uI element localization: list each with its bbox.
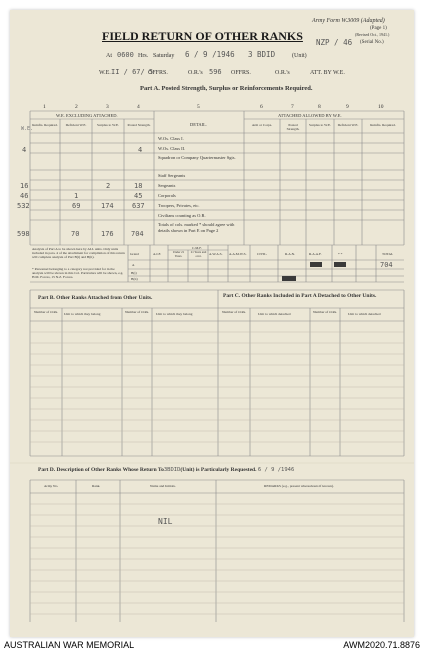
redaction-mark <box>334 262 346 267</box>
analysis-header: A.A.M.W.S. <box>229 252 247 256</box>
redaction-mark <box>310 262 322 267</box>
row-value: 532 <box>17 202 30 210</box>
row-value: 18 <box>134 182 143 190</box>
hrs-label: Hrs. <box>138 53 149 59</box>
footer-left: AUSTRALIAN WAR MEMORIAL <box>4 640 135 650</box>
page-number: (Page 1) <box>370 26 387 31</box>
part-d-title: Part D. Description of Other Ranks Whose Return To3BDID(Unit) is Particularly Requested. 6 / 9 /1946 <box>38 467 295 473</box>
part-b-title: Part B. Other Ranks Attached from Other Units. <box>38 295 153 301</box>
part-a-title: Part A. Posted Strength, Surplus or Reinforcements Required. <box>140 85 313 92</box>
right-header: ATTACHED ALLOWED BY W.E. <box>278 113 342 118</box>
we-label: W.E. <box>99 70 111 76</box>
detail-label: Sergeants <box>158 183 176 188</box>
col-number: 6 <box>260 104 263 110</box>
part-c-header: Number of O.Rs. <box>312 310 338 314</box>
ors2-label: O.R.'s <box>275 70 290 76</box>
row-value: 16 <box>20 182 29 190</box>
subheader: Deficient W.E. <box>337 123 359 127</box>
part-b-header: Number of O.Rs. <box>124 310 150 314</box>
total-value: 704 <box>380 261 393 269</box>
side-we-mark: W.E. <box>21 126 34 132</box>
detail-label: Civilians counting as O.R. <box>158 213 206 218</box>
col-number: 1 <box>43 104 46 110</box>
detail-header: DETAIL. <box>190 122 208 127</box>
serial-value: NZP / 46 <box>316 38 353 47</box>
form-ruling <box>10 10 414 637</box>
redaction-mark <box>282 276 296 281</box>
row-value: 174 <box>101 202 114 210</box>
col-number: 10 <box>378 104 384 110</box>
subheader: Deficient W.E. <box>65 123 87 127</box>
part-b-header: Unit to which they belong <box>64 312 101 316</box>
col-number: 2 <box>75 104 78 110</box>
unit-label: (Unit) <box>292 53 307 59</box>
row-value: 637 <box>132 202 145 210</box>
cmf-label: C.M.F. <box>192 246 202 250</box>
form-id: Army Form W.3009 (Adapted) <box>312 18 385 24</box>
part-d-entry: NIL <box>158 517 173 526</box>
row-value: 70 <box>71 230 80 238</box>
row-value: 69 <box>72 202 81 210</box>
col-number: 5 <box>197 104 200 110</box>
analysis-note: Analysis of Part A to be shown here by ALL units. Only units included in para. 4 of the attachment for compilation of this return will complete analysis of Part B(i) and B(ii). <box>32 247 125 260</box>
row-label: B(i) <box>131 271 137 275</box>
analysis-header: Grand <box>130 252 139 256</box>
archive-footer <box>0 639 424 653</box>
row-label: B(ii) <box>131 277 138 281</box>
subheader: Reinfts. Required. <box>32 123 58 127</box>
part-c-header: Number of O.Rs. <box>221 310 247 314</box>
att-label: ATT. BY W.E. <box>310 70 345 76</box>
time-value: 0600 <box>117 51 134 59</box>
col-number: 7 <box>291 104 294 110</box>
subheader: Reinfts. Required. <box>370 123 396 127</box>
ors-label: O.R.'s <box>188 70 203 76</box>
subheader: Posted Strength. <box>286 123 300 131</box>
part-c-header: Unit to which detached <box>258 312 291 316</box>
part-d-header: REMARKS (e.g., present whereabouts if known). <box>264 484 334 488</box>
row-value: 176 <box>101 230 114 238</box>
col-number: 4 <box>137 104 140 110</box>
row-value: 704 <box>131 230 144 238</box>
analysis-header: A.W.A.S. <box>209 252 223 256</box>
date-value: 6 / 9 /1946 <box>185 50 235 59</box>
day-value: Saturday <box>153 53 175 59</box>
row-value: 4 <box>138 146 143 154</box>
row-value: 45 <box>134 192 143 200</box>
we-value: II / 67/ 5 <box>111 68 154 76</box>
form-paper <box>10 10 414 637</box>
detail-label: W.Os. Class II. <box>158 146 186 151</box>
detail-label: Troopers, Privates, etc. <box>158 203 200 208</box>
part-d-header: Rank. <box>92 484 101 488</box>
detail-label: W.Os. Class I. <box>158 136 184 141</box>
detail-label: Staff Sergeants <box>158 173 186 178</box>
form-title: FIELD RETURN OF OTHER RANKS <box>102 29 303 43</box>
col-number: 3 <box>106 104 109 110</box>
at-label: At <box>106 53 112 59</box>
part-d-header: Name and Initials. <box>150 484 176 488</box>
row-value: 598 <box>17 230 30 238</box>
revised-date: (Revised Oct., 1941.) <box>355 32 390 37</box>
row-label: A <box>132 263 135 267</box>
col-number: 8 <box>318 104 321 110</box>
part-b-header: Unit to which they belong <box>156 312 193 316</box>
subheader: Surplus to W.E. <box>309 123 331 127</box>
detail-label: Totals of cols. marked * should agree with details shown in Part E on Page 2 <box>158 222 235 233</box>
subheader: Arm or Corps. <box>251 123 273 127</box>
offrs2-label: OFFRS. <box>231 70 251 76</box>
analysis-header: * * <box>338 252 343 256</box>
part-b-header: Number of O.Rs. <box>33 310 59 314</box>
col-number: 9 <box>346 104 349 110</box>
serial-label: (Serial No.) <box>360 40 384 45</box>
detail-label: Squadron or Company Quartermaster Sgts. <box>158 155 236 160</box>
footer-right: AWM2020.71.8876 <box>343 640 420 650</box>
analysis-header: TOTAL <box>382 252 394 256</box>
row-value: 2 <box>106 182 111 190</box>
analysis-header: A.I.F. <box>153 252 161 256</box>
detail-label: Corporals <box>158 193 176 198</box>
analysis-header: CIVIL. <box>257 252 268 256</box>
row-value: 1 <box>74 192 79 200</box>
analysis-header: R.A.A.F. <box>309 252 322 256</box>
row-value: 4 <box>22 146 27 154</box>
analysis-header: R.A.N. <box>285 252 296 256</box>
part-d-header: Army No. <box>44 484 59 488</box>
subheader: Surplus to W.E. <box>97 123 119 127</box>
analysis-header: 21 Years and over. <box>190 250 207 258</box>
offrs-label: OFFRS. <box>148 70 168 76</box>
analysis-header: Under 21 Years. <box>172 250 185 258</box>
subheader: Posted Strength. <box>127 123 151 127</box>
row-value: 46 <box>20 192 29 200</box>
left-header: W.E. EXCLUDING ATTACHED. <box>56 113 118 118</box>
unit-name: 3 BDID <box>248 50 276 59</box>
analysis-note-2: * Personnel belonging to a category not provided for in the analysis will be shown in this Col. Particulars will be shown, e.g. H.M. Forces, 15 N.Z. Forces. <box>32 267 124 280</box>
part-c-title: Part C. Other Ranks Included in Part A Detached to Other Units. <box>223 293 377 299</box>
part-c-header: Unit to which detached <box>348 312 381 316</box>
ors-value: 596 <box>209 68 222 76</box>
